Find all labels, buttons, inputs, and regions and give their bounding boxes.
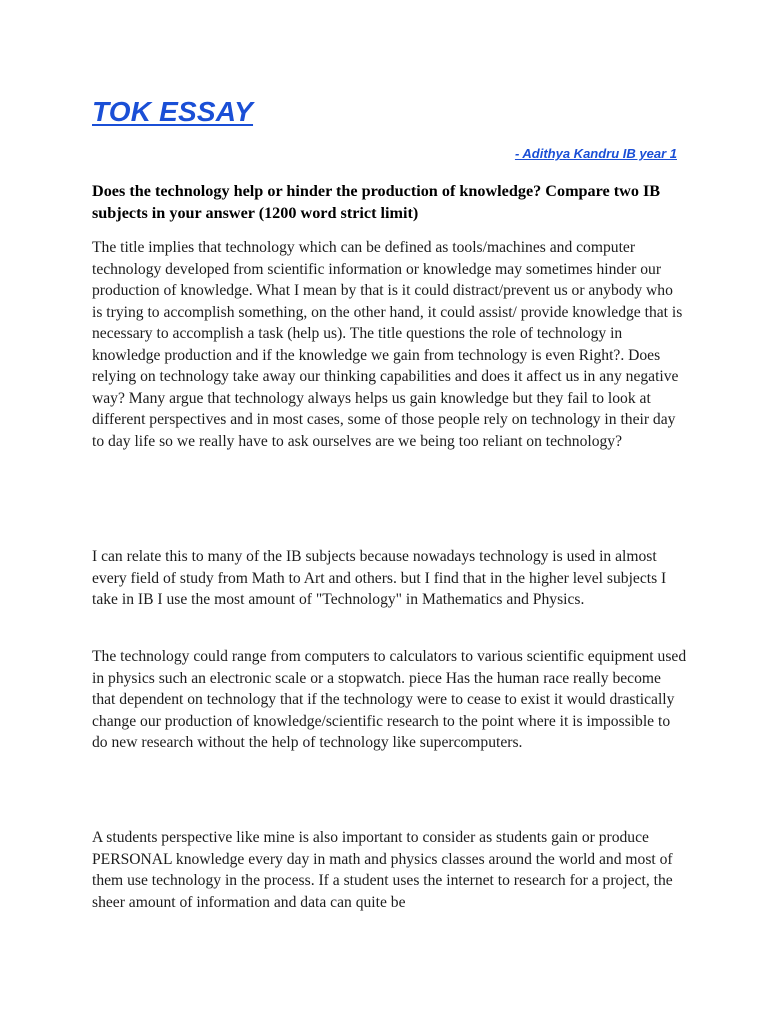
body-paragraph-2: I can relate this to many of the IB subjects because nowadays technology is used in almost every field of study from Math to Art and others. but I find that in the higher level subjects I take in IB I use the most amount of "Technology" in Mathematics and Physics. [92,548,667,608]
body-paragraph-1: The title implies that technology which can be defined as tools/machines and computer technology developed from scientific information or knowledge may sometimes hinder our production of knowledge. What I mean by that is it could distract/prevent us or anybody who is trying to accomplish something, on the other hand, it could assist/ provide knowledge that is necessary to accomplish a task (help us). The title questions the role of technology in knowledge production and if the knowledge we gain from technology is even Right?. Does relying on technology take away our thinking capabilities and does it affect us in any negative way? Many argue that technology always helps us gain knowledge but they fail to look at different perspectives and in most cases, some of those people rely on technology in their day to day life so we really have to ask ourselves are we being too reliant on technology? [92,239,683,450]
essay-question: Does the technology help or hinder the production of knowledge? Compare two IB subjects in your answer (1200 word strict limit) [92,182,661,222]
essay-title: TOK ESSAY [92,96,254,127]
body-paragraph-3: The technology could range from computers to calculators to various scientific equipment used in physics such an electronic scale or a stopwatch. piece Has the human race really become that dependent on technology that if the technology were to cease to exist it would drastically change our production of knowledge/scientific research to the point where it is impossible to do new research without the help of technology like supercomputers. [92,648,687,751]
author-line: - Adithya Kandru IB year 1 [514,146,677,161]
body-paragraph-4: A students perspective like mine is also important to consider as students gain or produce PERSONAL knowledge every day in math and physics classes around the world and most of them use technology in the process. If a student uses the internet to research for a project, the sheer amount of information and data can quite be [92,829,673,911]
